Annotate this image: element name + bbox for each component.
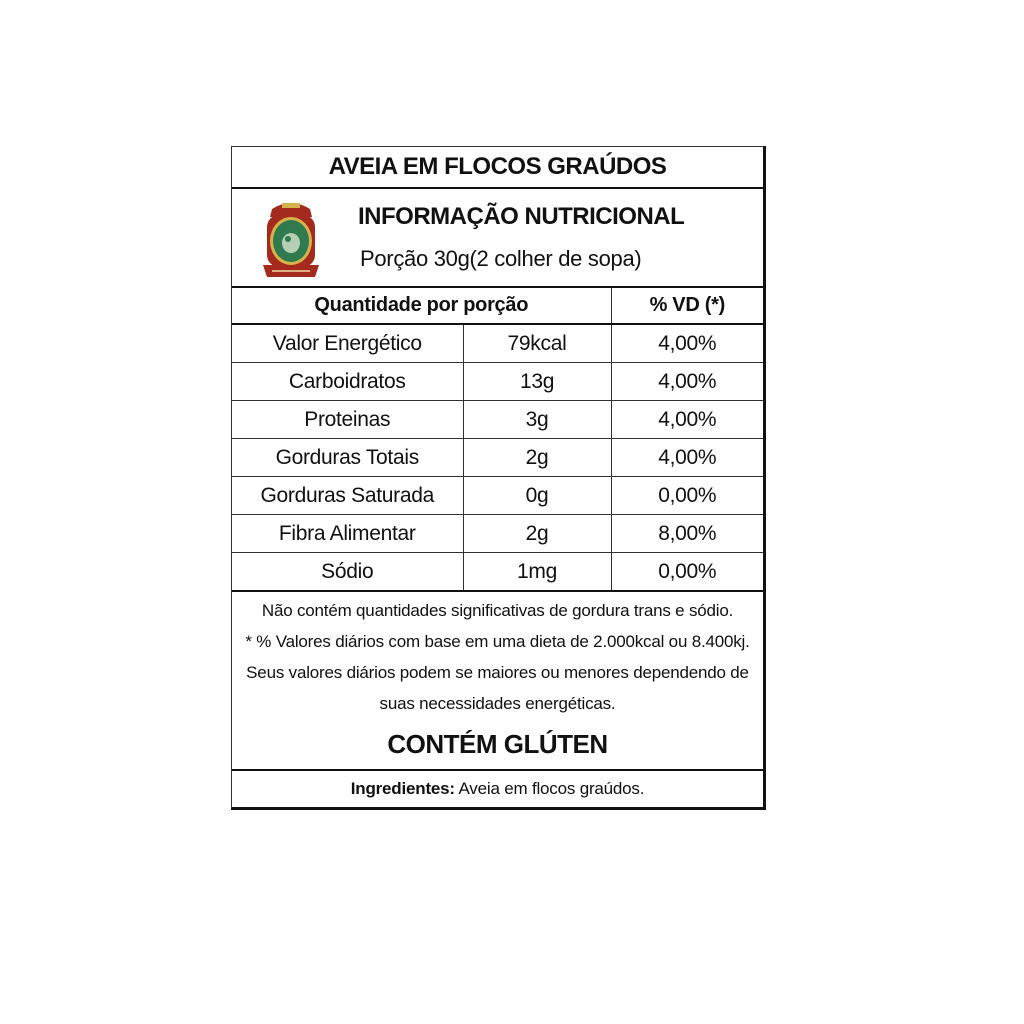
ingredients-text: Aveia em flocos graúdos. [454,779,645,798]
nutrient-quantity: 1mg [463,553,611,592]
nutrient-vd: 4,00% [611,324,763,363]
ingredients-line [232,771,763,807]
table-row [232,363,763,401]
info-title: INFORMAÇÃO NUTRICIONAL [358,203,685,230]
nutrient-name: Sódio [232,553,463,592]
nutrient-quantity: 13g [463,363,611,401]
nutrient-vd: 4,00% [611,439,763,477]
table-row [232,515,763,553]
nutrient-vd: 4,00% [611,401,763,439]
nutrient-name: Valor Energético [232,324,463,363]
nutrient-name: Gorduras Saturada [232,477,463,515]
table-row [232,439,763,477]
footnote-line: suas necessidades energéticas. [379,694,616,713]
footnote-line: Não contém quantidades significativas de gordura trans e sódio. [261,601,734,620]
nutrient-vd: 0,00% [611,477,763,515]
nutrient-name: Carboidratos [232,363,463,401]
table-row [232,401,763,439]
brand-seal-logo [262,199,320,281]
nutrient-vd: 8,00% [611,515,763,553]
nutrient-quantity: 3g [463,401,611,439]
footnote-line: * % Valores diários com base em uma dieta de 2.000kcal ou 8.400kj. [245,632,750,651]
nutrient-vd: 0,00% [611,553,763,592]
product-title: AVEIA EM FLOCOS GRAÚDOS [232,147,763,189]
table-row [232,553,763,592]
nutrient-quantity: 2g [463,439,611,477]
header-vd: % VD (*) [611,288,763,324]
nutrient-quantity: 0g [463,477,611,515]
portion-size: Porção 30g(2 colher de sopa) [360,246,642,271]
ingredients-label: Ingredientes: [350,779,455,798]
footnotes [232,592,763,719]
nutrition-header [232,189,763,288]
gluten-warning: CONTÉM GLÚTEN [232,719,763,771]
table-header-row [232,288,763,324]
header-quantity: Quantidade por porção [232,288,611,324]
nutrient-name: Fibra Alimentar [232,515,463,553]
footnote-line: Seus valores diários podem se maiores ou menores dependendo de [246,663,749,682]
nutrient-vd: 4,00% [611,363,763,401]
table-row [232,477,763,515]
nutrient-name: Proteinas [232,401,463,439]
nutrition-table [232,288,763,592]
nutrition-label [231,146,766,810]
table-row [232,324,763,363]
nutrient-quantity: 79kcal [463,324,611,363]
nutrient-name: Gorduras Totais [232,439,463,477]
nutrient-quantity: 2g [463,515,611,553]
